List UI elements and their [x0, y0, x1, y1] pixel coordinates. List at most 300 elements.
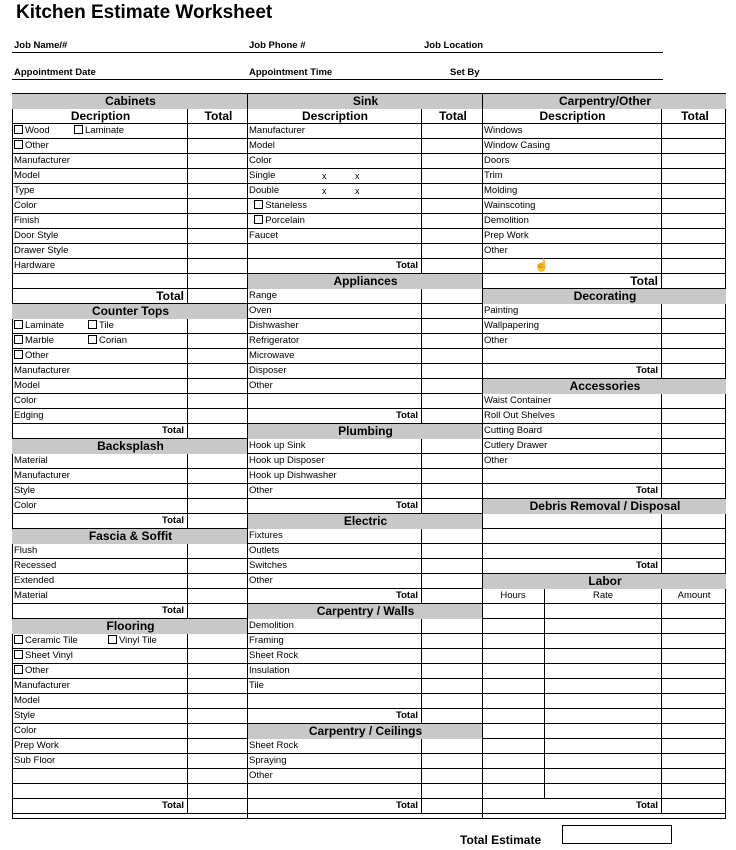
labor-cell[interactable] — [662, 694, 726, 709]
field-label: Prep Work — [482, 229, 662, 244]
form-row — [12, 454, 247, 469]
field-label: Range — [247, 289, 422, 304]
form-row — [247, 169, 482, 184]
field-label: Material — [12, 589, 188, 604]
total-field[interactable] — [188, 679, 247, 694]
labor-cell[interactable] — [482, 724, 545, 739]
accessories-section — [482, 379, 726, 394]
total-field[interactable] — [662, 229, 726, 244]
total-field[interactable] — [422, 439, 482, 454]
labor-cell[interactable] — [545, 664, 662, 679]
section-heading: Sink — [247, 94, 482, 109]
total-field[interactable] — [422, 649, 482, 664]
total-field[interactable] — [188, 229, 247, 244]
form-row — [482, 214, 726, 229]
field-label: Finish — [12, 214, 188, 229]
total-field[interactable] — [188, 454, 247, 469]
section-heading: Carpentry / Walls — [247, 604, 482, 619]
cabinet-other-checkbox[interactable] — [14, 140, 23, 149]
total-field[interactable] — [662, 394, 726, 409]
total-field[interactable] — [422, 769, 482, 784]
field-label: Disposer — [247, 364, 422, 379]
total-field[interactable] — [188, 649, 247, 664]
form-row — [12, 709, 247, 724]
ct-other-checkbox[interactable] — [14, 350, 23, 359]
field-label: Model — [12, 379, 188, 394]
counter-tops-section — [12, 304, 247, 319]
labor-cell[interactable] — [662, 754, 726, 769]
total-field[interactable] — [188, 364, 247, 379]
labor-row — [482, 649, 726, 664]
labor-cell[interactable] — [662, 784, 726, 799]
total-field[interactable] — [188, 784, 247, 799]
total-field[interactable] — [188, 139, 247, 154]
total-estimate-label: Total Estimate — [460, 833, 542, 847]
total-field[interactable] — [662, 259, 726, 274]
field-label — [482, 469, 662, 484]
total-field[interactable] — [662, 544, 726, 559]
field-label — [12, 649, 188, 664]
labor-cell[interactable] — [545, 604, 662, 619]
labor-cell[interactable] — [662, 649, 726, 664]
section-total-field[interactable] — [422, 589, 482, 604]
form-row — [12, 634, 247, 649]
form-row — [247, 244, 482, 259]
labor-cell[interactable] — [482, 739, 545, 754]
ct-laminate-checkbox[interactable] — [14, 320, 23, 329]
decorating-section — [482, 289, 726, 304]
field-label: Model — [12, 169, 188, 184]
flooring-section — [12, 619, 247, 634]
total-field[interactable] — [662, 409, 726, 424]
form-row — [247, 334, 482, 349]
section-total-field[interactable] — [422, 499, 482, 514]
total-field[interactable] — [188, 184, 247, 199]
section-heading: Plumbing — [247, 424, 482, 439]
section-total-field[interactable] — [662, 274, 726, 289]
form-row — [247, 439, 482, 454]
field-label: Color — [12, 724, 188, 739]
description-header: Description — [247, 109, 422, 124]
form-row — [482, 799, 726, 814]
field-label: Other — [482, 334, 662, 349]
labor-cell[interactable] — [545, 649, 662, 664]
total-field[interactable] — [188, 739, 247, 754]
field-label — [247, 199, 422, 214]
labor-cell[interactable] — [482, 694, 545, 709]
form-row — [247, 394, 482, 409]
total-field[interactable] — [662, 529, 726, 544]
total-field[interactable] — [422, 574, 482, 589]
field-label: Manufacturer — [12, 679, 188, 694]
total-field[interactable] — [188, 124, 247, 139]
section-total-field[interactable] — [662, 799, 726, 814]
field-label — [247, 694, 422, 709]
labor-cell[interactable] — [662, 709, 726, 724]
labor-cell[interactable] — [662, 664, 726, 679]
section-total-label: Total — [247, 259, 422, 274]
form-row — [247, 499, 482, 514]
field-label: Type — [12, 184, 188, 199]
tile-checkbox[interactable] — [88, 320, 97, 329]
field-label: Faucet — [247, 229, 422, 244]
total-field[interactable] — [422, 754, 482, 769]
section-total-label: Total — [12, 514, 188, 529]
cabinets-section — [12, 94, 247, 109]
form-row — [12, 334, 247, 349]
field-label: Material — [12, 454, 188, 469]
labor-cell[interactable] — [545, 694, 662, 709]
form-row — [247, 589, 482, 604]
section-total-field[interactable] — [422, 709, 482, 724]
field-label — [247, 784, 422, 799]
labor-cell[interactable] — [662, 604, 726, 619]
total-field[interactable] — [422, 544, 482, 559]
labor-cell[interactable] — [482, 649, 545, 664]
total-field[interactable] — [662, 139, 726, 154]
job-line[interactable] — [12, 52, 663, 53]
total-field[interactable] — [188, 544, 247, 559]
total-field[interactable] — [422, 199, 482, 214]
labor-cell[interactable] — [662, 739, 726, 754]
corian-label: Corian — [99, 335, 127, 346]
rate-header: Rate — [545, 589, 662, 604]
labor-cell[interactable] — [482, 604, 545, 619]
total-field[interactable] — [188, 244, 247, 259]
section-heading: Debris Removal / Disposal — [482, 499, 726, 514]
total-estimate-field[interactable] — [562, 825, 672, 844]
form-row — [12, 184, 247, 199]
form-row — [12, 769, 247, 784]
section-total-label: Total — [12, 799, 188, 814]
form-row — [247, 559, 482, 574]
total-field[interactable] — [422, 679, 482, 694]
section-total-field[interactable] — [422, 259, 482, 274]
form-row — [247, 124, 482, 139]
total-field[interactable] — [422, 634, 482, 649]
total-field[interactable] — [422, 124, 482, 139]
total-field[interactable] — [662, 154, 726, 169]
form-row — [482, 409, 726, 424]
labor-cell[interactable] — [482, 754, 545, 769]
field-label — [482, 514, 662, 529]
form-row — [247, 454, 482, 469]
total-field[interactable] — [422, 784, 482, 799]
form-row — [482, 154, 726, 169]
section-total-label: Total — [247, 799, 422, 814]
marble-checkbox[interactable] — [14, 335, 23, 344]
floor-other-label: Other — [25, 665, 49, 676]
total-field[interactable] — [188, 379, 247, 394]
section-total-label: Total — [482, 364, 662, 379]
carpentry-other-section — [482, 94, 726, 109]
field-label: Sheet Rock — [247, 649, 422, 664]
form-row — [482, 229, 726, 244]
labor-cell[interactable] — [662, 724, 726, 739]
total-field[interactable] — [662, 319, 726, 334]
labor-cell[interactable] — [662, 634, 726, 649]
total-field[interactable] — [662, 199, 726, 214]
labor-cell[interactable] — [482, 619, 545, 634]
form-row — [247, 289, 482, 304]
labor-cell[interactable] — [545, 709, 662, 724]
labor-row — [482, 724, 726, 739]
field-label: Recessed — [12, 559, 188, 574]
labor-row — [482, 739, 726, 754]
field-label: Wallpapering — [482, 319, 662, 334]
field-label: Style — [12, 709, 188, 724]
field-label: Windows — [482, 124, 662, 139]
form-row — [12, 649, 247, 664]
form-row — [482, 274, 726, 289]
section-heading: Backsplash — [12, 439, 247, 454]
field-label: Color — [247, 154, 422, 169]
labor-cell[interactable] — [482, 784, 545, 799]
page-title: Kitchen Estimate Worksheet — [16, 2, 273, 23]
labor-cell[interactable] — [545, 619, 662, 634]
total-field[interactable] — [188, 484, 247, 499]
total-field[interactable] — [422, 469, 482, 484]
field-label: Fixtures — [247, 529, 422, 544]
fascia-section — [12, 529, 247, 544]
form-row — [247, 679, 482, 694]
job-name-label: Job Name/# — [14, 40, 68, 51]
total-field[interactable] — [188, 589, 247, 604]
form-row — [12, 679, 247, 694]
field-label: Trim — [482, 169, 662, 184]
form-row — [247, 769, 482, 784]
form-row — [12, 139, 247, 154]
section-total-field[interactable] — [662, 484, 726, 499]
field-label — [12, 769, 188, 784]
column-divider — [482, 94, 483, 818]
total-field[interactable] — [188, 469, 247, 484]
total-field[interactable] — [422, 304, 482, 319]
total-field[interactable] — [188, 709, 247, 724]
field-label: Doors — [482, 154, 662, 169]
field-label: Manufacturer — [12, 154, 188, 169]
total-field[interactable] — [422, 334, 482, 349]
section-total-field[interactable] — [188, 514, 247, 529]
total-field[interactable] — [422, 739, 482, 754]
total-field[interactable] — [188, 274, 247, 289]
total-field[interactable] — [188, 769, 247, 784]
total-field[interactable] — [188, 634, 247, 649]
section-heading: Electric — [247, 514, 482, 529]
form-row — [247, 214, 482, 229]
total-field[interactable] — [188, 394, 247, 409]
double-label: Double — [249, 185, 280, 196]
total-field[interactable] — [662, 514, 726, 529]
total-field[interactable] — [662, 334, 726, 349]
total-field[interactable] — [422, 364, 482, 379]
form-row — [482, 334, 726, 349]
total-field[interactable] — [188, 169, 247, 184]
total-field[interactable] — [422, 244, 482, 259]
field-label: Sheet Rock — [247, 739, 422, 754]
total-field[interactable] — [422, 184, 482, 199]
backsplash-section — [12, 439, 247, 454]
total-field[interactable] — [422, 619, 482, 634]
total-field[interactable] — [188, 694, 247, 709]
total-field[interactable] — [188, 154, 247, 169]
field-label: Manufacturer — [12, 469, 188, 484]
labor-cell[interactable] — [545, 634, 662, 649]
form-row — [247, 364, 482, 379]
floor-other-checkbox[interactable] — [14, 665, 23, 674]
appointment-line[interactable] — [12, 79, 663, 80]
debris-section — [482, 499, 726, 514]
total-field[interactable] — [188, 574, 247, 589]
field-label: Sub Floor — [12, 754, 188, 769]
section-total-field[interactable] — [662, 364, 726, 379]
section-total-field[interactable] — [422, 409, 482, 424]
labor-cell[interactable] — [545, 739, 662, 754]
field-label — [482, 529, 662, 544]
form-row — [12, 469, 247, 484]
wood-checkbox[interactable] — [14, 125, 23, 134]
section-heading: Cabinets — [12, 94, 247, 109]
total-field[interactable] — [188, 499, 247, 514]
total-field[interactable] — [662, 454, 726, 469]
total-field[interactable] — [188, 199, 247, 214]
labor-cell[interactable] — [662, 769, 726, 784]
total-field[interactable] — [422, 319, 482, 334]
form-row — [247, 709, 482, 724]
section-total-field[interactable] — [422, 799, 482, 814]
corian-checkbox[interactable] — [88, 335, 97, 344]
labor-cell[interactable] — [545, 769, 662, 784]
sheet-vinyl-checkbox[interactable] — [14, 650, 23, 659]
total-field[interactable] — [422, 229, 482, 244]
labor-cell[interactable] — [545, 679, 662, 694]
total-field[interactable] — [422, 379, 482, 394]
vinyl-tile-checkbox[interactable] — [108, 635, 117, 644]
total-field[interactable] — [422, 394, 482, 409]
section-total-field[interactable] — [188, 424, 247, 439]
total-field[interactable] — [188, 334, 247, 349]
total-field[interactable] — [188, 664, 247, 679]
labor-cell[interactable] — [482, 634, 545, 649]
total-field[interactable] — [422, 559, 482, 574]
total-field[interactable] — [188, 214, 247, 229]
field-label — [12, 634, 188, 649]
form-row — [247, 739, 482, 754]
description-header: Decription — [12, 109, 188, 124]
total-field[interactable] — [188, 724, 247, 739]
form-row — [482, 349, 726, 364]
total-field[interactable] — [662, 424, 726, 439]
staneless-checkbox[interactable] — [254, 200, 263, 209]
total-field[interactable] — [662, 439, 726, 454]
form-row — [12, 349, 247, 364]
form-row — [482, 454, 726, 469]
form-row — [482, 559, 726, 574]
labor-cell[interactable] — [482, 679, 545, 694]
total-field[interactable] — [422, 694, 482, 709]
laminate-checkbox[interactable] — [74, 125, 83, 134]
total-field[interactable] — [422, 289, 482, 304]
total-field[interactable] — [188, 754, 247, 769]
total-field[interactable] — [422, 484, 482, 499]
total-field[interactable] — [662, 184, 726, 199]
field-label — [12, 124, 188, 139]
section-total-field[interactable] — [188, 799, 247, 814]
section-total-label: Total — [482, 274, 662, 289]
total-field[interactable] — [662, 169, 726, 184]
field-label: Wainscoting — [482, 199, 662, 214]
labor-cell[interactable] — [545, 784, 662, 799]
total-field[interactable] — [188, 409, 247, 424]
total-field[interactable] — [422, 349, 482, 364]
total-field[interactable] — [188, 349, 247, 364]
total-field[interactable] — [422, 529, 482, 544]
form-row — [247, 379, 482, 394]
total-field[interactable] — [662, 214, 726, 229]
section-heading: Carpentry/Other — [482, 94, 726, 109]
porcelain-checkbox[interactable] — [254, 215, 263, 224]
total-field[interactable] — [662, 244, 726, 259]
labor-cell[interactable] — [545, 724, 662, 739]
field-label — [12, 319, 188, 334]
form-row — [12, 694, 247, 709]
form-row — [12, 499, 247, 514]
total-field[interactable] — [422, 139, 482, 154]
section-heading: Flooring — [12, 619, 247, 634]
form-row — [12, 109, 247, 124]
ceramic-tile-checkbox[interactable] — [14, 635, 23, 644]
labor-cell[interactable] — [662, 679, 726, 694]
total-field[interactable] — [662, 469, 726, 484]
total-field[interactable] — [188, 319, 247, 334]
total-field[interactable] — [422, 169, 482, 184]
total-field[interactable] — [662, 304, 726, 319]
total-field[interactable] — [188, 559, 247, 574]
labor-cell[interactable] — [662, 619, 726, 634]
section-total-field[interactable] — [188, 289, 247, 304]
porcelain-label: Porcelain — [265, 215, 305, 226]
labor-cell[interactable] — [545, 754, 662, 769]
total-field[interactable] — [422, 214, 482, 229]
total-field[interactable] — [662, 124, 726, 139]
section-total-field[interactable] — [188, 604, 247, 619]
total-field[interactable] — [422, 664, 482, 679]
field-label — [482, 544, 662, 559]
total-field[interactable] — [422, 154, 482, 169]
form-row — [482, 424, 726, 439]
labor-row — [482, 694, 726, 709]
cabinet-other-label: Other — [25, 140, 49, 151]
field-label: Oven — [247, 304, 422, 319]
total-field[interactable] — [422, 454, 482, 469]
labor-cell[interactable] — [482, 709, 545, 724]
field-label: Hook up Disposer — [247, 454, 422, 469]
field-label: Prep Work — [12, 739, 188, 754]
total-field[interactable] — [662, 349, 726, 364]
form-row — [482, 469, 726, 484]
section-total-field[interactable] — [662, 559, 726, 574]
total-field[interactable] — [188, 259, 247, 274]
sheet-vinyl-label: Sheet Vinyl — [25, 650, 73, 661]
form-row — [12, 664, 247, 679]
form-row — [482, 184, 726, 199]
form-row — [12, 124, 247, 139]
field-label: Manufacturer — [12, 364, 188, 379]
ct-other-label: Other — [25, 350, 49, 361]
section-heading: Counter Tops — [12, 304, 247, 319]
labor-cell[interactable] — [482, 664, 545, 679]
labor-cell[interactable] — [482, 769, 545, 784]
